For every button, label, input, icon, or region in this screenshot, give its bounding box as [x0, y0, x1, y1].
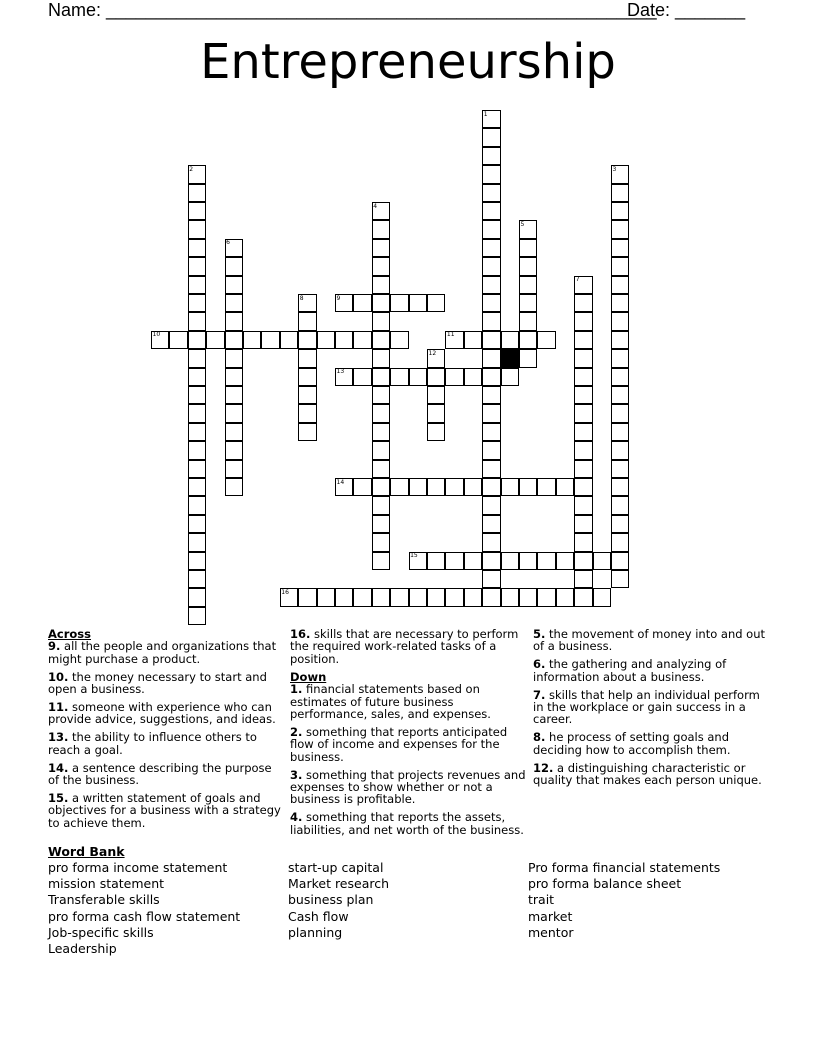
grid-cell[interactable]	[611, 478, 629, 496]
across-clue	[290, 628, 526, 665]
grid-cell[interactable]	[188, 331, 206, 349]
grid-cell[interactable]	[574, 404, 592, 422]
grid-cell[interactable]	[574, 312, 592, 330]
grid-cell[interactable]	[298, 588, 316, 606]
grid-cell[interactable]	[482, 276, 500, 294]
grid-cell[interactable]	[353, 478, 371, 496]
grid-cell[interactable]	[611, 460, 629, 478]
grid-cell[interactable]	[427, 386, 445, 404]
grid-cell[interactable]	[206, 331, 224, 349]
grid-cell[interactable]	[482, 331, 500, 349]
clues-column-1	[48, 628, 286, 835]
grid-cell[interactable]	[464, 331, 482, 349]
grid-cell[interactable]	[427, 404, 445, 422]
grid-cell[interactable]	[519, 294, 537, 312]
down-clue	[290, 811, 526, 836]
grid-cell[interactable]	[574, 460, 592, 478]
grid-cell[interactable]	[372, 515, 390, 533]
grid-cell[interactable]	[188, 202, 206, 220]
grid-cell[interactable]	[574, 496, 592, 514]
clue-num: 13.	[48, 730, 69, 745]
grid-cell[interactable]	[482, 165, 500, 183]
grid-cell[interactable]	[353, 368, 371, 386]
grid-cell[interactable]	[390, 331, 408, 349]
page-title: Entrepreneurship	[200, 34, 616, 90]
clue-num: 11.	[48, 700, 69, 715]
grid-cell[interactable]	[372, 478, 390, 496]
clue-num: 5.	[533, 627, 546, 641]
grid-cell[interactable]	[445, 552, 463, 570]
grid-cell[interactable]	[372, 552, 390, 570]
grid-cell[interactable]	[611, 257, 629, 275]
grid-cell[interactable]	[482, 368, 500, 386]
word-bank-item: Leadership	[48, 941, 117, 957]
grid-cell[interactable]	[611, 220, 629, 238]
word-bank-item: Transferable skills	[48, 892, 160, 908]
grid-cell[interactable]	[556, 552, 574, 570]
grid-cell[interactable]	[464, 368, 482, 386]
clue-text: someone with experience who can provide advice, suggestions, and ideas.	[48, 700, 276, 727]
grid-cell[interactable]	[188, 570, 206, 588]
down-clue	[533, 658, 773, 683]
grid-cell[interactable]	[188, 276, 206, 294]
grid-cell[interactable]	[409, 294, 427, 312]
grid-cell[interactable]	[188, 294, 206, 312]
clue-number: 11	[446, 331, 455, 339]
word-bank-item: pro forma balance sheet	[528, 876, 682, 892]
grid-cell[interactable]	[225, 294, 243, 312]
across-clue	[48, 762, 286, 787]
grid-cell[interactable]	[611, 515, 629, 533]
word-bank-item: trait	[528, 892, 555, 908]
clue-num: 16.	[290, 627, 311, 641]
grid-cell[interactable]	[225, 386, 243, 404]
clue-num: 10.	[48, 669, 69, 684]
grid-cell[interactable]	[501, 552, 519, 570]
grid-cell[interactable]	[225, 312, 243, 330]
grid-cell[interactable]	[427, 552, 445, 570]
grid-cell[interactable]	[188, 349, 206, 367]
down-clue	[533, 689, 773, 726]
across-clue	[48, 701, 286, 726]
grid-cell[interactable]	[225, 460, 243, 478]
grid-cell[interactable]	[298, 404, 316, 422]
grid-cell[interactable]	[611, 570, 629, 588]
word-bank-item: pro forma cash flow statement	[48, 908, 241, 924]
word-bank-col-3	[528, 860, 720, 941]
grid-cell[interactable]	[372, 386, 390, 404]
clue-text: skills that are necessary to perform the required work-related tasks of a position.	[290, 627, 519, 666]
grid-cell[interactable]	[298, 423, 316, 441]
word-bank-item: Job-specific skills	[48, 924, 154, 940]
clue-num: 8.	[533, 730, 546, 745]
across-heading: Across	[48, 627, 91, 641]
grid-cell[interactable]	[482, 552, 500, 570]
grid-cell[interactable]	[317, 588, 335, 606]
word-bank-heading: Word Bank	[48, 844, 125, 859]
grid-cell[interactable]	[372, 220, 390, 238]
grid-cell[interactable]	[593, 588, 611, 606]
grid-cell[interactable]	[611, 331, 629, 349]
grid-cell[interactable]	[501, 368, 519, 386]
grid-cell[interactable]	[519, 257, 537, 275]
clue-num: 6.	[533, 657, 546, 672]
grid-cell[interactable]	[298, 312, 316, 330]
word-bank-col-2	[288, 860, 389, 941]
grid-cell[interactable]	[188, 368, 206, 386]
grid-cell[interactable]	[482, 478, 500, 496]
date-field: Date: _______	[627, 0, 746, 20]
grid-cell[interactable]	[574, 588, 592, 606]
clues-column-2	[290, 628, 526, 842]
grid-cell[interactable]	[611, 404, 629, 422]
clue-num: 4.	[290, 810, 303, 825]
grid-cell[interactable]	[298, 368, 316, 386]
grid-cell[interactable]	[537, 552, 555, 570]
clue-number: 14	[336, 478, 345, 486]
grid-cell[interactable]	[188, 607, 206, 625]
grid-cell[interactable]	[427, 294, 445, 312]
grid-cell[interactable]	[353, 331, 371, 349]
word-bank-item: Market research	[288, 876, 390, 892]
grid-cell[interactable]	[225, 423, 243, 441]
clue-number: 8	[299, 294, 304, 302]
grid-cell[interactable]	[611, 184, 629, 202]
grid-cell[interactable]	[519, 331, 537, 349]
grid-cell[interactable]	[537, 588, 555, 606]
grid-cell[interactable]	[482, 184, 500, 202]
grid-cell[interactable]	[519, 276, 537, 294]
grid-cell[interactable]	[611, 552, 629, 570]
grid-cell[interactable]	[372, 312, 390, 330]
grid-cell[interactable]	[482, 515, 500, 533]
grid-cell[interactable]	[574, 368, 592, 386]
grid-cell[interactable]	[372, 257, 390, 275]
grid-cell[interactable]	[464, 478, 482, 496]
grid-cell[interactable]	[390, 478, 408, 496]
clue-num: 9.	[48, 639, 61, 654]
grid-cell[interactable]	[611, 239, 629, 257]
clue-text: the movement of money into and out of a business.	[533, 627, 766, 654]
clue-num: 3.	[290, 767, 303, 782]
grid-cell[interactable]	[519, 349, 537, 367]
grid-cell[interactable]	[188, 533, 206, 551]
grid-cell[interactable]	[482, 220, 500, 238]
clue-number: 4	[373, 202, 378, 210]
grid-cell[interactable]	[537, 478, 555, 496]
grid-cell[interactable]	[335, 331, 353, 349]
grid-cell[interactable]	[464, 552, 482, 570]
grid-cell[interactable]	[188, 404, 206, 422]
grid-cell[interactable]	[427, 588, 445, 606]
grid-cell[interactable]	[372, 533, 390, 551]
grid-cell[interactable]	[372, 294, 390, 312]
across-clue	[48, 671, 286, 696]
grid-cell[interactable]	[427, 478, 445, 496]
grid-cell[interactable]	[188, 423, 206, 441]
grid-cell[interactable]	[556, 588, 574, 606]
grid-cell[interactable]	[574, 331, 592, 349]
grid-cell[interactable]	[482, 239, 500, 257]
clue-number: 7	[575, 276, 580, 284]
clue-number: 16	[281, 588, 289, 596]
grid-cell[interactable]	[188, 184, 206, 202]
across-clue	[48, 731, 286, 756]
grid-cell[interactable]	[482, 496, 500, 514]
grid-cell[interactable]	[225, 404, 243, 422]
word-bank-item: business plan	[288, 892, 374, 908]
grid-cell[interactable]	[188, 220, 206, 238]
across-clue	[48, 792, 286, 829]
down-clue	[290, 683, 526, 720]
clues-column-3	[533, 628, 773, 792]
grid-cell[interactable]	[445, 588, 463, 606]
grid-cell[interactable]	[353, 588, 371, 606]
clue-text: a distinguishing characteristic or quality that makes each person unique.	[533, 760, 762, 788]
grid-cell[interactable]	[225, 368, 243, 386]
grid-cell[interactable]	[372, 404, 390, 422]
grid-cell[interactable]	[611, 276, 629, 294]
grid-cell[interactable]	[372, 349, 390, 367]
grid-cell[interactable]	[611, 312, 629, 330]
grid-cell[interactable]	[445, 478, 463, 496]
grid-cell[interactable]	[482, 128, 500, 146]
word-bank-item: mentor	[528, 924, 574, 940]
grid-cell[interactable]	[427, 423, 445, 441]
clue-text: a written statement of goals and objectives for a business with a strategy to achieve them.	[48, 790, 281, 830]
word-bank-col-1	[48, 860, 240, 957]
grid-cell[interactable]	[225, 349, 243, 367]
grid-cell[interactable]	[482, 202, 500, 220]
grid-cell[interactable]	[501, 588, 519, 606]
grid-cell[interactable]	[372, 368, 390, 386]
grid-cell[interactable]	[556, 478, 574, 496]
grid-cell[interactable]	[482, 533, 500, 551]
clue-number: 5	[520, 220, 525, 228]
word-bank-item: start-up capital	[288, 860, 384, 875]
grid-cell[interactable]	[482, 423, 500, 441]
grid-cell[interactable]	[225, 478, 243, 496]
grid-cell[interactable]	[482, 588, 500, 606]
clue-text: he process of setting goals and deciding how to accomplish them.	[533, 730, 731, 757]
grid-cell[interactable]	[188, 239, 206, 257]
clue-number: 3	[612, 165, 617, 173]
grid-cell[interactable]	[501, 331, 519, 349]
clue-text: something that reports anticipated flow of income and expenses for the business.	[290, 724, 508, 764]
clue-text: all the people and organizations that might purchase a product.	[48, 639, 277, 666]
down-clue	[533, 731, 773, 756]
grid-cell[interactable]	[225, 331, 243, 349]
grid-cell[interactable]	[280, 331, 298, 349]
grid-cell[interactable]	[372, 496, 390, 514]
grid-cell[interactable]	[188, 496, 206, 514]
grid-cell[interactable]	[611, 294, 629, 312]
grid-cell[interactable]	[482, 404, 500, 422]
grid-cell[interactable]	[188, 257, 206, 275]
grid-cell[interactable]	[611, 423, 629, 441]
grid-cell[interactable]	[519, 312, 537, 330]
grid-cell[interactable]	[574, 423, 592, 441]
grid-cell[interactable]	[298, 331, 316, 349]
grid-cell[interactable]	[409, 368, 427, 386]
grid-cell[interactable]	[409, 478, 427, 496]
clue-num: 1.	[290, 682, 303, 697]
grid-cell[interactable]	[188, 441, 206, 459]
down-clue	[533, 628, 773, 653]
grid-cell[interactable]	[574, 515, 592, 533]
grid-cell[interactable]	[611, 202, 629, 220]
grid-cell[interactable]	[317, 331, 335, 349]
grid-cell[interactable]	[188, 552, 206, 570]
grid-cell[interactable]	[482, 147, 500, 165]
grid-cell[interactable]	[482, 570, 500, 588]
grid-cell[interactable]	[611, 441, 629, 459]
word-bank-item: Pro forma financial statements	[528, 860, 721, 875]
clue-number: 9	[336, 294, 341, 302]
grid-cell[interactable]	[519, 552, 537, 570]
word-bank-item: Cash flow	[288, 908, 349, 924]
grid-cell[interactable]	[372, 588, 390, 606]
grid-cell[interactable]	[390, 368, 408, 386]
clue-text: something that projects revenues and expenses to show whether or not a business is profitable.	[290, 767, 526, 807]
grid-cell[interactable]	[353, 294, 371, 312]
grid-cell[interactable]	[372, 239, 390, 257]
grid-cell[interactable]	[409, 588, 427, 606]
clue-num: 15.	[48, 790, 69, 805]
grid-cell[interactable]	[225, 257, 243, 275]
clue-number: 10	[152, 331, 161, 339]
grid-cell[interactable]	[372, 460, 390, 478]
grid-cell[interactable]	[372, 441, 390, 459]
word-bank-item: pro forma income statement	[48, 860, 228, 875]
grid-cell[interactable]	[574, 533, 592, 551]
grid-cell[interactable]	[225, 276, 243, 294]
clue-text: skills that help an individual perform in the workplace or gain success in a career.	[533, 687, 760, 727]
clue-number: 1	[483, 110, 488, 118]
grid-cell[interactable]	[445, 368, 463, 386]
grid-cell[interactable]	[611, 386, 629, 404]
down-clue	[290, 769, 526, 806]
clue-text: the ability to influence others to reach a goal.	[48, 730, 257, 757]
grid-cell[interactable]	[519, 478, 537, 496]
grid-cell[interactable]	[372, 423, 390, 441]
grid-cell[interactable]	[611, 368, 629, 386]
grid-cell[interactable]	[574, 386, 592, 404]
grid-cell[interactable]	[390, 294, 408, 312]
grid-cell[interactable]	[298, 349, 316, 367]
grid-cell[interactable]	[611, 533, 629, 551]
grid-cell[interactable]	[574, 294, 592, 312]
grid-cell[interactable]	[188, 386, 206, 404]
grid-cell[interactable]	[574, 478, 592, 496]
word-bank-item: market	[528, 908, 573, 924]
clue-number: 6	[226, 239, 230, 247]
grid-cell[interactable]	[574, 349, 592, 367]
grid-cell[interactable]	[372, 331, 390, 349]
grid-cell[interactable]	[482, 441, 500, 459]
down-clue	[290, 726, 526, 763]
clue-num: 12.	[533, 760, 554, 775]
grid-cell[interactable]	[482, 257, 500, 275]
grid-cell[interactable]	[243, 331, 261, 349]
across-clue	[48, 640, 286, 665]
grid-cell[interactable]	[427, 368, 445, 386]
clue-text: financial statements based on estimates of future business performance, sales, and expenses.	[290, 682, 491, 721]
clue-num: 14.	[48, 760, 69, 775]
grid-cell[interactable]	[482, 386, 500, 404]
grid-cell[interactable]	[188, 588, 206, 606]
grid-cell[interactable]	[574, 552, 592, 570]
clue-text: a sentence describing the purpose of the business.	[48, 760, 272, 788]
grid-cell[interactable]	[464, 588, 482, 606]
clue-text: something that reports the assets, liabilities, and net worth of the business.	[290, 810, 524, 837]
grid-cell[interactable]	[335, 588, 353, 606]
clue-text: the gathering and analyzing of information about a business.	[533, 657, 727, 684]
grid-cell[interactable]	[188, 460, 206, 478]
grid-cell[interactable]	[593, 552, 611, 570]
grid-cell[interactable]	[501, 478, 519, 496]
grid-cell[interactable]	[372, 276, 390, 294]
grid-cell[interactable]	[574, 441, 592, 459]
grid-cell[interactable]	[482, 460, 500, 478]
grid-cell[interactable]	[519, 588, 537, 606]
grid-cell[interactable]	[574, 570, 592, 588]
name-field: Name: _______________________________________________________	[48, 0, 657, 20]
grid-cell[interactable]	[611, 349, 629, 367]
clue-number: 2	[189, 165, 194, 173]
word-bank-item: mission statement	[48, 876, 165, 892]
grid-cell[interactable]	[298, 386, 316, 404]
clue-num: 2.	[290, 724, 303, 739]
down-heading: Down	[290, 669, 327, 684]
grid-cell[interactable]	[188, 478, 206, 496]
grid-cell[interactable]	[537, 331, 555, 349]
grid-cell[interactable]	[482, 349, 500, 367]
grid-cell[interactable]	[519, 239, 537, 257]
clue-number: 12	[428, 349, 437, 357]
grid-cell[interactable]	[225, 441, 243, 459]
grid-cell[interactable]	[188, 312, 206, 330]
grid-cell[interactable]	[261, 331, 279, 349]
down-clue	[533, 762, 773, 787]
grid-cell[interactable]	[482, 294, 500, 312]
clue-number: 13	[336, 368, 345, 376]
clue-number: 15	[410, 552, 418, 560]
word-bank-item: planning	[288, 924, 343, 940]
grid-cell[interactable]	[169, 331, 187, 349]
black-square	[501, 349, 519, 367]
grid-cell[interactable]	[188, 515, 206, 533]
clue-text: the money necessary to start and open a business.	[48, 669, 267, 697]
clue-num: 7.	[533, 687, 546, 702]
grid-cell[interactable]	[611, 496, 629, 514]
grid-cell[interactable]	[390, 588, 408, 606]
grid-cell[interactable]	[482, 312, 500, 330]
